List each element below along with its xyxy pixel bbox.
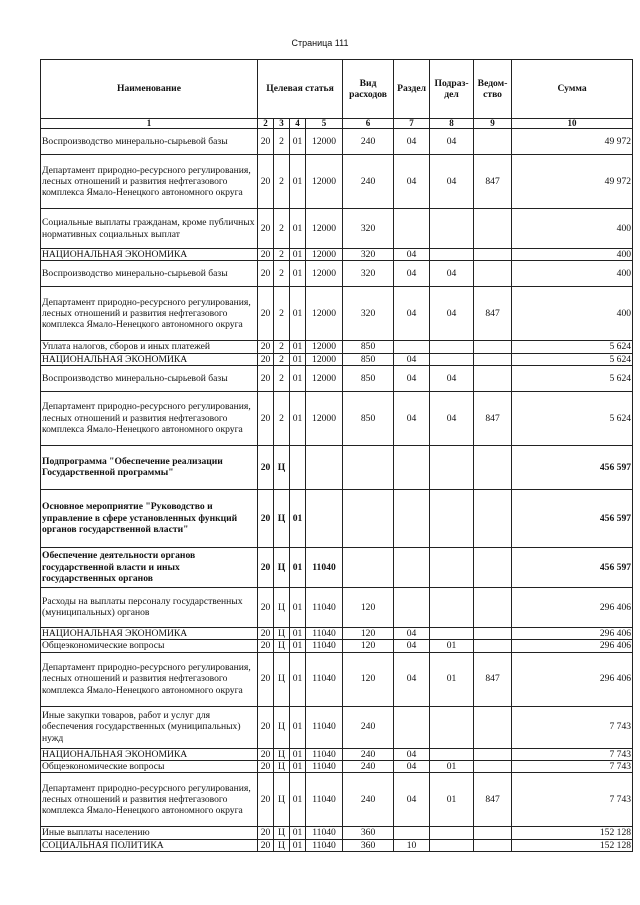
table-row (41, 365, 633, 391)
row-expense-type (343, 489, 394, 547)
row-subprogram: Ц (274, 748, 290, 760)
row-subsection (430, 839, 474, 851)
row-program: 20 (258, 587, 274, 627)
row-event: 01 (290, 489, 306, 547)
table-row (41, 706, 633, 748)
row-program: 20 (258, 365, 274, 391)
row-amount: 296 406 (512, 640, 633, 652)
table-row (41, 445, 633, 489)
row-section (394, 827, 430, 839)
row-direction: 12000 (306, 209, 343, 249)
row-subsection (430, 249, 474, 261)
row-event: 01 (290, 706, 306, 748)
row-subsection: 01 (430, 640, 474, 652)
row-subprogram: 2 (274, 249, 290, 261)
row-section: 04 (394, 129, 430, 155)
row-department: 847 (474, 652, 512, 706)
row-section (394, 547, 430, 587)
table-row (41, 249, 633, 261)
row-program: 20 (258, 827, 274, 839)
row-expense-type: 120 (343, 627, 394, 639)
row-expense-type: 360 (343, 839, 394, 851)
row-direction: 11040 (306, 706, 343, 748)
header-name: Наименование (41, 60, 258, 119)
row-subprogram: 2 (274, 155, 290, 209)
table-row (41, 827, 633, 839)
row-amount: 400 (512, 209, 633, 249)
row-event: 01 (290, 287, 306, 341)
row-program: 20 (258, 341, 274, 353)
row-event: 01 (290, 341, 306, 353)
row-name: Основное мероприятие "Руководство и управление в сфере установленных функций органов государственной власти" (41, 489, 258, 547)
page-number: Страница 111 (291, 38, 349, 48)
row-department (474, 365, 512, 391)
row-department: 847 (474, 155, 512, 209)
row-direction: 12000 (306, 287, 343, 341)
row-program: 20 (258, 748, 274, 760)
row-expense-type: 850 (343, 341, 394, 353)
row-program: 20 (258, 640, 274, 652)
row-section: 04 (394, 261, 430, 287)
row-department (474, 261, 512, 287)
row-expense-type: 240 (343, 129, 394, 155)
row-subsection (430, 489, 474, 547)
row-subsection (430, 209, 474, 249)
row-name: Воспроизводство минерально-сырьевой базы (41, 129, 258, 155)
row-subsection: 01 (430, 773, 474, 827)
row-expense-type: 240 (343, 773, 394, 827)
row-direction: 11040 (306, 760, 343, 772)
row-direction: 12000 (306, 365, 343, 391)
row-name: Социальные выплаты гражданам, кроме публичных нормативных социальных выплат (41, 209, 258, 249)
col-num: 3 (274, 119, 290, 129)
row-subsection (430, 547, 474, 587)
row-program: 20 (258, 627, 274, 639)
row-department: 847 (474, 391, 512, 445)
header-podrazdel: Подраз-дел (430, 60, 474, 119)
row-subsection: 04 (430, 287, 474, 341)
row-event: 01 (290, 129, 306, 155)
row-section: 04 (394, 249, 430, 261)
row-subprogram: 2 (274, 261, 290, 287)
table-row (41, 839, 633, 851)
row-name: НАЦИОНАЛЬНАЯ ЭКОНОМИКА (41, 748, 258, 760)
row-direction: 11040 (306, 587, 343, 627)
row-program: 20 (258, 760, 274, 772)
row-expense-type: 850 (343, 391, 394, 445)
header-row (41, 60, 633, 119)
row-event: 01 (290, 209, 306, 249)
row-name: Департамент природно-ресурсного регулирования, лесных отношений и развития нефтегазового комплекса Ямало-Ненецкого автономного округа (41, 773, 258, 827)
row-direction: 12000 (306, 155, 343, 209)
row-subprogram: Ц (274, 640, 290, 652)
row-event: 01 (290, 652, 306, 706)
row-expense-type: 240 (343, 706, 394, 748)
row-event: 01 (290, 627, 306, 639)
row-section: 04 (394, 365, 430, 391)
row-section: 04 (394, 391, 430, 445)
row-section (394, 587, 430, 627)
row-direction: 11040 (306, 627, 343, 639)
row-subsection: 01 (430, 760, 474, 772)
row-event: 01 (290, 640, 306, 652)
table-row (41, 547, 633, 587)
row-department (474, 760, 512, 772)
row-name: НАЦИОНАЛЬНАЯ ЭКОНОМИКА (41, 627, 258, 639)
row-program: 20 (258, 249, 274, 261)
row-expense-type: 360 (343, 827, 394, 839)
row-name: СОЦИАЛЬНАЯ ПОЛИТИКА (41, 839, 258, 851)
table-row (41, 155, 633, 209)
row-program: 20 (258, 353, 274, 365)
row-subprogram: 2 (274, 287, 290, 341)
row-program: 20 (258, 706, 274, 748)
row-expense-type: 120 (343, 587, 394, 627)
table-row (41, 391, 633, 445)
row-name: Департамент природно-ресурсного регулирования, лесных отношений и развития нефтегазового комплекса Ямало-Ненецкого автономного округа (41, 391, 258, 445)
table-row (41, 627, 633, 639)
table-row (41, 341, 633, 353)
row-subsection (430, 341, 474, 353)
row-subprogram: 2 (274, 129, 290, 155)
row-expense-type: 320 (343, 249, 394, 261)
row-subsection (430, 445, 474, 489)
row-expense-type: 240 (343, 760, 394, 772)
row-amount: 296 406 (512, 587, 633, 627)
row-amount: 7 743 (512, 706, 633, 748)
col-num: 6 (343, 119, 394, 129)
row-name: НАЦИОНАЛЬНАЯ ЭКОНОМИКА (41, 353, 258, 365)
row-subprogram: Ц (274, 489, 290, 547)
row-department (474, 489, 512, 547)
row-expense-type: 240 (343, 748, 394, 760)
table-row (41, 287, 633, 341)
row-department (474, 627, 512, 639)
row-amount: 5 624 (512, 341, 633, 353)
column-number-row (41, 119, 633, 129)
budget-table (40, 59, 633, 852)
row-event: 01 (290, 391, 306, 445)
row-direction: 12000 (306, 353, 343, 365)
row-direction: 12000 (306, 261, 343, 287)
table-row (41, 652, 633, 706)
row-amount: 456 597 (512, 489, 633, 547)
row-program: 20 (258, 287, 274, 341)
row-amount: 7 743 (512, 748, 633, 760)
row-amount: 400 (512, 249, 633, 261)
row-subprogram: Ц (274, 827, 290, 839)
row-section: 04 (394, 155, 430, 209)
row-section: 04 (394, 627, 430, 639)
row-amount: 49 972 (512, 129, 633, 155)
row-amount: 400 (512, 261, 633, 287)
row-subsection (430, 748, 474, 760)
row-section (394, 209, 430, 249)
row-direction: 11040 (306, 640, 343, 652)
row-event: 01 (290, 365, 306, 391)
row-direction: 12000 (306, 341, 343, 353)
row-name: НАЦИОНАЛЬНАЯ ЭКОНОМИКА (41, 249, 258, 261)
header-vedomstvo: Ведом-ство (474, 60, 512, 119)
table-row (41, 640, 633, 652)
row-amount: 7 743 (512, 773, 633, 827)
row-name: Департамент природно-ресурсного регулирования, лесных отношений и развития нефтегазового комплекса Ямало-Ненецкого автономного округа (41, 287, 258, 341)
row-department (474, 827, 512, 839)
row-department (474, 341, 512, 353)
row-event: 01 (290, 261, 306, 287)
row-expense-type: 320 (343, 209, 394, 249)
row-direction: 11040 (306, 773, 343, 827)
row-subprogram: 2 (274, 353, 290, 365)
row-direction (306, 445, 343, 489)
row-event: 01 (290, 353, 306, 365)
row-program: 20 (258, 391, 274, 445)
row-section (394, 341, 430, 353)
row-department (474, 640, 512, 652)
row-name: Уплата налогов, сборов и иных платежей (41, 341, 258, 353)
row-event: 01 (290, 547, 306, 587)
row-direction (306, 489, 343, 547)
col-num: 9 (474, 119, 512, 129)
row-direction: 11040 (306, 827, 343, 839)
row-event: 01 (290, 827, 306, 839)
row-expense-type: 320 (343, 287, 394, 341)
row-name: Воспроизводство минерально-сырьевой базы (41, 365, 258, 391)
row-subprogram: Ц (274, 652, 290, 706)
row-event: 01 (290, 155, 306, 209)
row-department (474, 706, 512, 748)
row-department (474, 129, 512, 155)
row-amount: 5 624 (512, 365, 633, 391)
table-row (41, 353, 633, 365)
row-subsection: 04 (430, 365, 474, 391)
row-section: 10 (394, 839, 430, 851)
row-department (474, 748, 512, 760)
row-subprogram: 2 (274, 209, 290, 249)
row-name: Департамент природно-ресурсного регулирования, лесных отношений и развития нефтегазового комплекса Ямало-Ненецкого автономного округа (41, 652, 258, 706)
row-department (474, 547, 512, 587)
row-section: 04 (394, 748, 430, 760)
row-amount: 456 597 (512, 547, 633, 587)
row-direction: 11040 (306, 652, 343, 706)
col-num: 7 (394, 119, 430, 129)
row-expense-type: 850 (343, 353, 394, 365)
row-program: 20 (258, 261, 274, 287)
row-department (474, 249, 512, 261)
row-section (394, 489, 430, 547)
header-vid: Вид расходов (343, 60, 394, 119)
row-section: 04 (394, 652, 430, 706)
row-subprogram: 2 (274, 341, 290, 353)
row-section: 04 (394, 773, 430, 827)
row-amount: 7 743 (512, 760, 633, 772)
row-department (474, 209, 512, 249)
row-program: 20 (258, 839, 274, 851)
table-row (41, 209, 633, 249)
row-subprogram: 2 (274, 391, 290, 445)
row-subprogram: Ц (274, 839, 290, 851)
row-program: 20 (258, 652, 274, 706)
row-subprogram: Ц (274, 773, 290, 827)
row-direction: 11040 (306, 839, 343, 851)
row-amount: 296 406 (512, 627, 633, 639)
row-subsection (430, 706, 474, 748)
row-amount: 49 972 (512, 155, 633, 209)
row-section: 04 (394, 640, 430, 652)
row-expense-type: 240 (343, 155, 394, 209)
row-direction: 12000 (306, 391, 343, 445)
row-section: 04 (394, 353, 430, 365)
row-name: Расходы на выплаты персоналу государственных (муниципальных) органов (41, 587, 258, 627)
row-program: 20 (258, 773, 274, 827)
row-department (474, 587, 512, 627)
row-event: 01 (290, 587, 306, 627)
row-name: Иные закупки товаров, работ и услуг для обеспечения государственных (муниципальных) нужд (41, 706, 258, 748)
row-subsection: 04 (430, 391, 474, 445)
row-direction: 11040 (306, 748, 343, 760)
row-subsection: 04 (430, 261, 474, 287)
row-name: Общеэкономические вопросы (41, 640, 258, 652)
row-event (290, 445, 306, 489)
row-name: Обеспечение деятельности органов государственной власти и иных государственных органов (41, 547, 258, 587)
row-section: 04 (394, 760, 430, 772)
row-expense-type: 850 (343, 365, 394, 391)
table-row (41, 773, 633, 827)
row-subsection (430, 353, 474, 365)
col-num: 4 (290, 119, 306, 129)
row-section: 04 (394, 287, 430, 341)
row-program: 20 (258, 129, 274, 155)
row-program: 20 (258, 445, 274, 489)
row-subprogram: Ц (274, 547, 290, 587)
row-department (474, 445, 512, 489)
row-direction: 11040 (306, 547, 343, 587)
row-event: 01 (290, 249, 306, 261)
col-num: 10 (512, 119, 633, 129)
row-subsection: 01 (430, 652, 474, 706)
row-event: 01 (290, 760, 306, 772)
row-program: 20 (258, 489, 274, 547)
table-row (41, 760, 633, 772)
row-name: Подпрограмма "Обеспечение реализации Государственной программы" (41, 445, 258, 489)
row-expense-type (343, 445, 394, 489)
row-subprogram: Ц (274, 445, 290, 489)
row-program: 20 (258, 155, 274, 209)
col-num: 2 (258, 119, 274, 129)
row-direction: 12000 (306, 129, 343, 155)
row-section (394, 706, 430, 748)
row-subprogram: Ц (274, 706, 290, 748)
table-row (41, 261, 633, 287)
row-event: 01 (290, 839, 306, 851)
row-expense-type: 120 (343, 640, 394, 652)
row-subprogram: Ц (274, 627, 290, 639)
row-event: 01 (290, 773, 306, 827)
row-name: Иные выплаты населению (41, 827, 258, 839)
header-razdel: Раздел (394, 60, 430, 119)
row-name: Воспроизводство минерально-сырьевой базы (41, 261, 258, 287)
row-program: 20 (258, 547, 274, 587)
header-target: Целевая статья (258, 60, 343, 119)
row-amount: 296 406 (512, 652, 633, 706)
row-subprogram: Ц (274, 760, 290, 772)
row-event: 01 (290, 748, 306, 760)
row-department: 847 (474, 287, 512, 341)
row-subsection: 04 (430, 129, 474, 155)
table-row (41, 748, 633, 760)
row-subprogram: 2 (274, 365, 290, 391)
row-direction: 12000 (306, 249, 343, 261)
col-num: 5 (306, 119, 343, 129)
row-department (474, 353, 512, 365)
row-amount: 5 624 (512, 353, 633, 365)
row-amount: 400 (512, 287, 633, 341)
row-subprogram: Ц (274, 587, 290, 627)
col-num: 1 (41, 119, 258, 129)
header-summa: Сумма (512, 60, 633, 119)
row-department: 847 (474, 773, 512, 827)
row-amount: 456 597 (512, 445, 633, 489)
row-subsection (430, 627, 474, 639)
row-subsection: 04 (430, 155, 474, 209)
row-name: Общеэкономические вопросы (41, 760, 258, 772)
table-row (41, 489, 633, 547)
table-row (41, 587, 633, 627)
row-department (474, 839, 512, 851)
row-section (394, 445, 430, 489)
row-expense-type: 320 (343, 261, 394, 287)
row-amount: 5 624 (512, 391, 633, 445)
row-name: Департамент природно-ресурсного регулирования, лесных отношений и развития нефтегазового комплекса Ямало-Ненецкого автономного округа (41, 155, 258, 209)
row-program: 20 (258, 209, 274, 249)
row-subsection (430, 827, 474, 839)
col-num: 8 (430, 119, 474, 129)
row-subsection (430, 587, 474, 627)
row-expense-type (343, 547, 394, 587)
row-expense-type: 120 (343, 652, 394, 706)
table-row (41, 129, 633, 155)
row-amount: 152 128 (512, 839, 633, 851)
row-amount: 152 128 (512, 827, 633, 839)
